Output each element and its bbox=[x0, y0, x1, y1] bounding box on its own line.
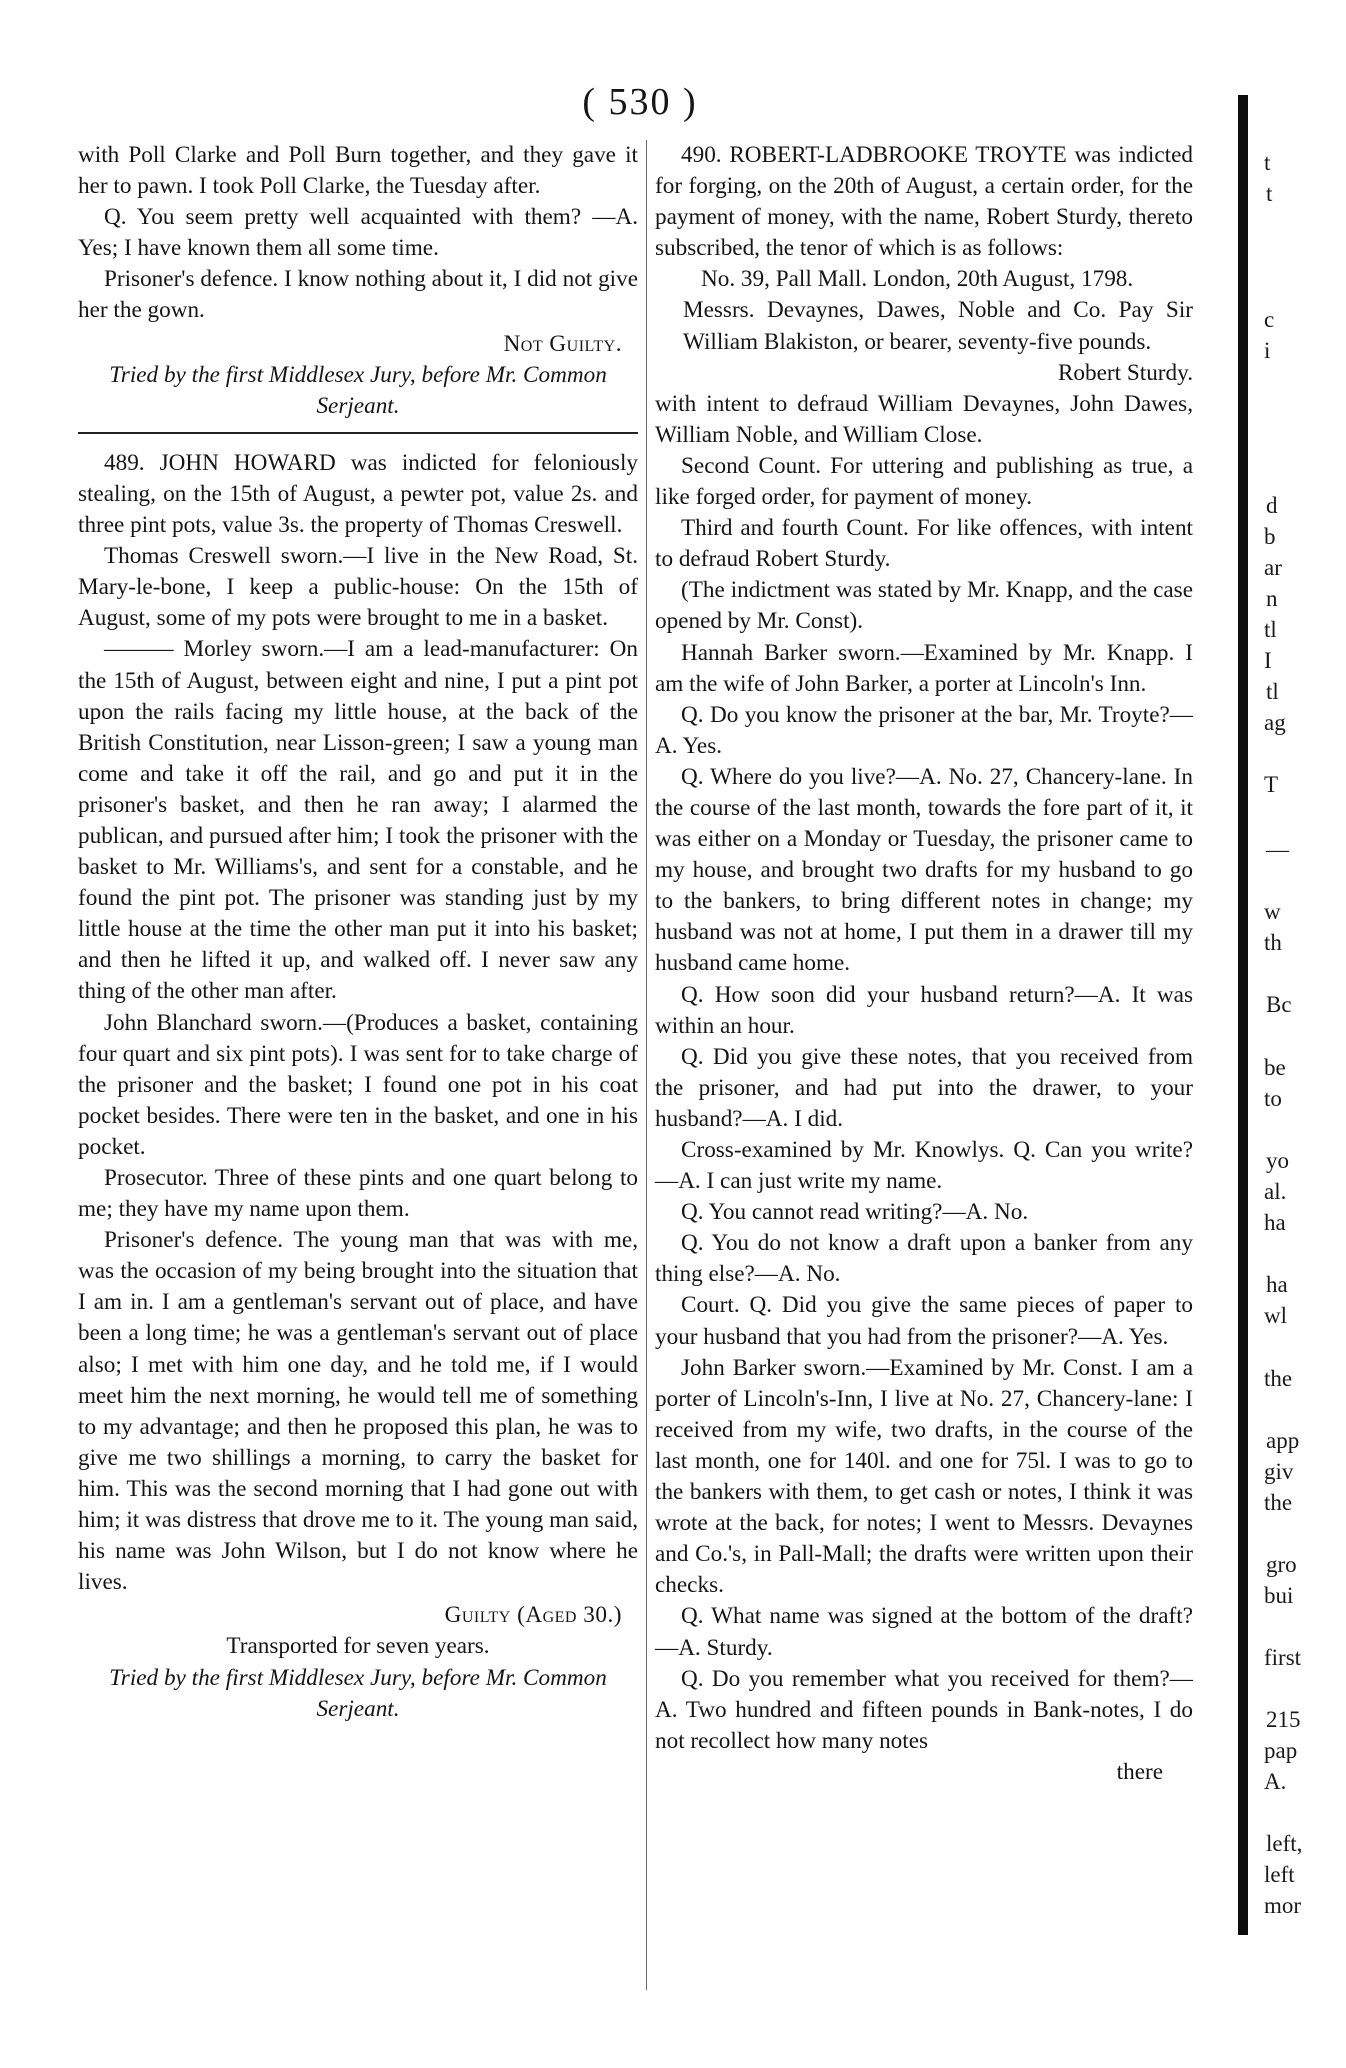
edge-fragment: yo bbox=[1266, 1148, 1289, 1173]
edge-fragment: b bbox=[1264, 524, 1276, 549]
edge-fragment: first bbox=[1264, 1645, 1302, 1670]
edge-fragment: to bbox=[1264, 1086, 1282, 1111]
bill-text: Messrs. Devaynes, Dawes, Noble and Co. Pay Sir William Blakiston, or bearer, seventy-five pounds. bbox=[683, 297, 1193, 355]
edge-fragment: 215 bbox=[1266, 1707, 1301, 1732]
paragraph: Court. Q. Did you give the same pieces of paper to your husband that you had from the prisoner?—A. Yes. bbox=[655, 1292, 1193, 1350]
paragraph: Q. Do you know the prisoner at the bar, Mr. Troyte?—A. Yes. bbox=[655, 701, 1193, 759]
verdict: Guilty (Aged 30.) bbox=[444, 1602, 622, 1629]
edge-fragment: th bbox=[1264, 930, 1282, 955]
tried-before: Tried by the first Middlesex Jury, before Mr. Common Serjeant. bbox=[109, 1664, 607, 1722]
edge-fragment: be bbox=[1264, 1055, 1286, 1080]
edge-fragment: i bbox=[1264, 338, 1271, 363]
edge-fragment: wl bbox=[1264, 1303, 1287, 1328]
edge-fragment: the bbox=[1264, 1366, 1293, 1391]
edge-fragment: mor bbox=[1264, 1893, 1302, 1918]
tried-before: Tried by the first Middlesex Jury, before Mr. Common Serjeant. bbox=[109, 361, 607, 419]
page-number: ( 530 ) bbox=[582, 81, 698, 123]
edge-fragment: giv bbox=[1264, 1459, 1294, 1484]
paragraph: ——— Morley sworn.—I am a lead-manufacturer: On the 15th of August, between eight and nine, I put a pint pot upon the rails facing my little house, at the back of the British Constitution, near Lisson-green; I saw a young man come and take it off the rail, and go and put it in the prisoner's basket, and then he ran away; I alarmed the publican, and pursued after him; I took the prisoner with the basket to Mr. Williams's, and sent for a constable, and he found the pint pot. The prisoner was standing just by my little house at the time the other man put it into his basket; and then he lifted it up, and walked off. I never saw any thing of the other man after. bbox=[78, 636, 638, 1005]
edge-fragment: bui bbox=[1264, 1583, 1294, 1608]
edge-fragment: n bbox=[1266, 586, 1278, 611]
edge-fragment: d bbox=[1266, 493, 1278, 518]
case-heading: 490. ROBERT-LADBROOKE TROYTE was indicted for forging, on the 20th of August, a certain order, for the payment of money, with the name, Robert Sturdy, thereto subscribed, the tenor of which is as follows: bbox=[655, 142, 1193, 262]
edge-fragment: the bbox=[1264, 1490, 1293, 1515]
sentence: Transported for seven years. bbox=[226, 1633, 490, 1660]
paragraph: Prosecutor. Three of these pints and one quart belong to me; they have my name upon them. bbox=[78, 1165, 638, 1223]
paragraph: (The indictment was stated by Mr. Knapp, and the case opened by Mr. Const). bbox=[655, 577, 1193, 635]
paragraph: Q. How soon did your husband return?—A. It was within an hour. bbox=[655, 981, 1193, 1039]
paragraph: John Blanchard sworn.—(Produces a basket, containing four quart and six pint pots). I was sent for to take charge of the prisoner and the basket; I found one pot in his coat pocket besides. There were ten in the basket, and one in his pocket. bbox=[78, 1009, 638, 1160]
edge-fragment: tl bbox=[1264, 617, 1277, 642]
edge-fragment: t bbox=[1264, 150, 1271, 175]
paragraph: 489. JOHN HOWARD was indicted for feloniously stealing, on the 15th of August, a pewter pot, value 2s. and three pint pots, value 3s. the property of Thomas Creswell. bbox=[78, 449, 638, 539]
edge-fragment: ar bbox=[1264, 555, 1282, 580]
column-divider bbox=[646, 140, 647, 1990]
paragraph: Prisoner's defence. I know nothing about it, I did not give her the gown. bbox=[78, 266, 638, 324]
edge-fragment: app bbox=[1266, 1428, 1300, 1453]
paragraph: John Barker sworn.—Examined by Mr. Const. I am a porter of Lincoln's-Inn, I live at No. 27, Chancery-lane: I received from my wife, two drafts, in the course of the last month, one for 140l. and one for 75l. I was to go to the bankers with them, to get cash or notes, I think it was wrote at the back, for notes; I went to Messrs. Devaynes and Co.'s, in Pall-Mall; the drafts were written upon their checks. bbox=[655, 1354, 1193, 1599]
edge-fragment: c bbox=[1264, 307, 1275, 332]
edge-fragment: T bbox=[1264, 772, 1279, 797]
paragraph: with Poll Clarke and Poll Burn together, and they gave it her to pawn. I took Poll Clarke, the Tuesday after. bbox=[78, 142, 638, 200]
paragraph: Thomas Creswell sworn.—I live in the New Road, St. Mary-le-bone, I keep a public-house: On the 15th of August, some of my pots were brought to me in a basket. bbox=[78, 543, 638, 632]
paragraph: Prisoner's defence. The young man that was with me, was the occasion of my being brought into the situation that I am in. I am a gentleman's servant out of place, and have been a long time; he was a gentleman's servant out of place also; I met with him one day, and he told me, if I would meet him the next morning, he would tell me of something to my advantage; and then he proposed this plan, he was to give me two shillings a morning, to carry the basket for him. This was the second morning that I had gone out with him; it was distress that drove me to it. The young man said, his name was John Wilson, but I do not know where he lives. bbox=[78, 1227, 638, 1596]
paragraph: Q. Did you give these notes, that you received from the prisoner, and had put into the drawer, to your husband?—A. I did. bbox=[655, 1043, 1193, 1132]
verdict: Not Guilty. bbox=[503, 330, 622, 357]
paragraph: with intent to defraud William Devaynes, John Dawes, William Noble, and William Close. bbox=[655, 390, 1193, 448]
section-rule bbox=[78, 432, 638, 434]
paragraph: Q. What name was signed at the bottom of the draft?—A. Sturdy. bbox=[655, 1603, 1193, 1661]
paragraph: Q. You do not know a draft upon a banker from any thing else?—A. No. bbox=[655, 1230, 1193, 1288]
edge-fragment: al. bbox=[1264, 1179, 1287, 1204]
paragraph: Q. Do you remember what you received for them?—A. Two hundred and fifteen pounds in Bank-notes, I do not recollect how many notes bbox=[655, 1665, 1193, 1754]
paragraph: Cross-examined by Mr. Knowlys. Q. Can you write?—A. I can just write my name. bbox=[655, 1137, 1193, 1195]
edge-fragment: left bbox=[1264, 1862, 1295, 1887]
paragraph: Q. You seem pretty well acquainted with them? —A. Yes; I have known them all some time. bbox=[78, 204, 638, 262]
edge-fragment: Bc bbox=[1266, 992, 1292, 1017]
edge-fragment: pap bbox=[1264, 1738, 1298, 1763]
paragraph: Third and fourth Count. For like offences, with intent to defraud Robert Sturdy. bbox=[655, 515, 1193, 573]
edge-fragment: ha bbox=[1264, 1210, 1286, 1235]
paragraph: Second Count. For uttering and publishing as true, a like forged order, for payment of money. bbox=[655, 452, 1193, 511]
paragraph: Hannah Barker sworn.—Examined by Mr. Knapp. I am the wife of John Barker, a porter at Lincoln's Inn. bbox=[655, 639, 1193, 697]
edge-fragment: — bbox=[1266, 837, 1289, 862]
bill-heading: No. 39, Pall Mall. London, 20th August, 1798. bbox=[701, 266, 1134, 293]
edge-fragment: tl bbox=[1266, 679, 1279, 704]
bill-signature: Robert Sturdy. bbox=[1057, 359, 1193, 386]
catchword: there bbox=[1116, 1758, 1163, 1785]
edge-fragment: gro bbox=[1266, 1552, 1297, 1577]
paragraph: Q. Where do you live?—A. No. 27, Chancery-lane. In the course of the last month, towards the fore part of it, it was either on a Monday or Tuesday, the prisoner came to my house, and brought two drafts for my husband to go to the bankers, to bring different notes in change; my husband was not at home, I put them in a drawer till my husband came home. bbox=[655, 763, 1193, 977]
paragraph: Q. You cannot read writing?—A. No. bbox=[681, 1199, 1029, 1226]
edge-fragment: left, bbox=[1266, 1831, 1303, 1856]
right-column bbox=[655, 140, 1193, 1788]
edge-fragment: A. bbox=[1264, 1769, 1287, 1794]
left-column bbox=[78, 140, 638, 1725]
edge-fragment: w bbox=[1264, 899, 1281, 924]
binding-edge-bar bbox=[1238, 95, 1248, 1935]
edge-fragment: I bbox=[1264, 648, 1272, 673]
edge-fragment: ag bbox=[1264, 710, 1286, 735]
edge-fragment: t bbox=[1266, 181, 1273, 206]
edge-fragment: ha bbox=[1266, 1272, 1288, 1297]
